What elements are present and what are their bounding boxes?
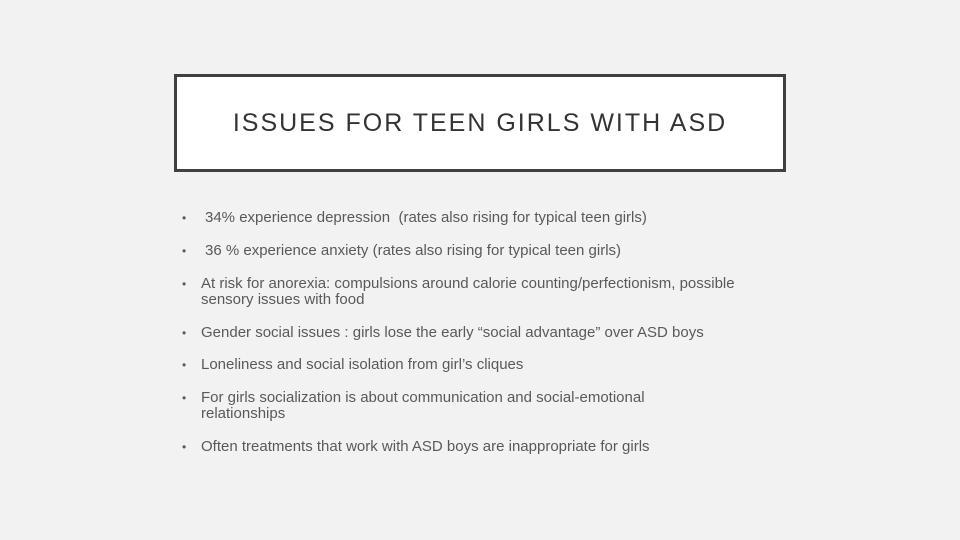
bullet-dot-icon: •: [182, 326, 187, 340]
bullet-item: [182, 439, 782, 455]
bullet-text: Loneliness and social isolation from girl’s cliques: [201, 356, 524, 373]
bullet-dot-icon: •: [182, 211, 187, 225]
bullet-text: For girls socialization is about communication and social-emotional relationships: [201, 389, 649, 422]
bullet-item: [182, 325, 782, 341]
bullet-dot-icon: •: [182, 244, 187, 258]
bullet-dot-icon: •: [182, 277, 187, 291]
bullet-text: Often treatments that work with ASD boys are inappropriate for girls: [201, 438, 650, 455]
bullet-dot-icon: •: [182, 358, 187, 372]
bullet-text: At risk for anorexia: compulsions around calorie counting/perfectionism, possible sensory issues with food: [201, 275, 739, 308]
bullet-item: [182, 390, 782, 422]
bullet-item: [182, 243, 782, 259]
bullet-dot-icon: •: [182, 440, 187, 454]
bullet-dot-icon: •: [182, 391, 187, 405]
bullet-text: Gender social issues : girls lose the early “social advantage” over ASD boys: [201, 324, 704, 341]
bullet-text: 34% experience depression (rates also rising for typical teen girls): [205, 209, 647, 226]
slide-title: ISSUES FOR TEEN GIRLS WITH ASD: [232, 108, 728, 137]
bullet-item: [182, 276, 782, 308]
bullet-item: [182, 210, 782, 226]
bullet-text: 36 % experience anxiety (rates also rising for typical teen girls): [205, 242, 622, 259]
slide-title-box: [174, 74, 786, 172]
bullet-item: [182, 357, 782, 373]
